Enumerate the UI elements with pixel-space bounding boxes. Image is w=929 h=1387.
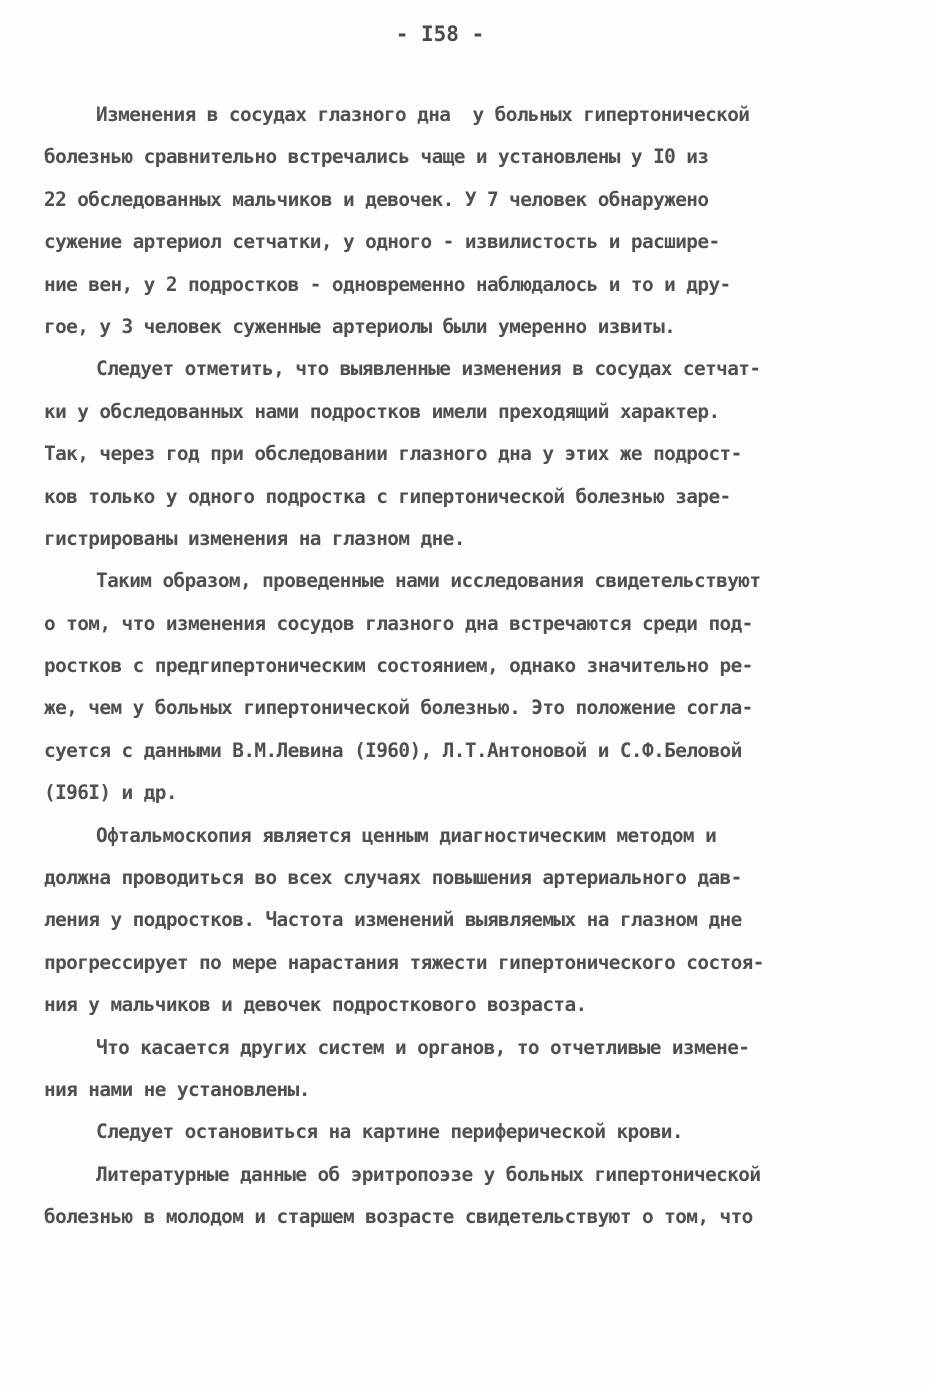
text-line: ния у мальчиков и девочек подросткового возраста. xyxy=(44,993,587,1017)
text-line: ки у обследованных нами подростков имели преходящий характер. xyxy=(44,399,720,423)
text-line: болезнью сравнительно встречались чаще и установлены у I0 из xyxy=(44,145,709,169)
text-line: ростков с предгипертоническим состоянием, однако значительно ре- xyxy=(44,654,753,678)
text-line: ления у подростков. Частота изменений выявляемых на глазном дне xyxy=(44,908,742,932)
text-line: Литературные данные об эритропоэзе у больных гипертонической xyxy=(96,1162,761,1186)
text-line: Следует отметить, что выявленные изменения в сосудах сетчат- xyxy=(96,357,761,381)
text-line: ния нами не установлены. xyxy=(44,1077,310,1101)
text-line: должна проводиться во всех случаях повышения артериального дав- xyxy=(44,866,742,890)
text-line: гое, у 3 человек суженные артериолы были умеренно извиты. xyxy=(44,314,676,338)
text-line: прогрессирует по мере нарастания тяжести гипертонического состоя- xyxy=(44,950,764,974)
text-line: ние вен, у 2 подростков - одновременно наблюдалось и то и дру- xyxy=(44,272,731,296)
text-line: суется с данными В.М.Левина (I960), Л.Т.Антоновой и С.Ф.Беловой xyxy=(44,738,742,762)
text-line: Изменения в сосудах глазного дна у больных гипертонической xyxy=(96,103,750,126)
text-body xyxy=(44,94,874,1239)
text-line: гистрированы изменения на глазном дне. xyxy=(44,526,465,550)
text-line: 22 обследованных мальчиков и девочек. У 7 человек обнаружено xyxy=(44,187,709,211)
text-line: Таким образом, проведенные нами исследования свидетельствуют xyxy=(96,569,761,593)
text-line: ков только у одного подростка с гипертонической болезнью заре- xyxy=(44,484,731,508)
text-line: сужение артериол сетчатки, у одного - извилистость и расшире- xyxy=(44,230,720,254)
text-line: Что касается других систем и органов, то отчетливые измене- xyxy=(96,1035,750,1059)
text-line: (I96I) и др. xyxy=(44,781,177,805)
text-line: Так, через год при обследовании глазного дна у этих же подрост- xyxy=(44,442,742,466)
text-line: о том, что изменения сосудов глазного дна встречаются среди под- xyxy=(44,611,753,635)
text-line: Следует остановиться на картине периферической крови. xyxy=(96,1120,683,1144)
text-line: болезнью в молодом и старшем возрасте свидетельствуют о том, что xyxy=(44,1205,753,1229)
text-line: Офтальмоскопия является ценным диагностическим методом и xyxy=(96,823,717,847)
text-line: же, чем у больных гипертонической болезнью. Это положение согла- xyxy=(44,696,753,720)
page-number: - I58 - xyxy=(395,22,485,46)
